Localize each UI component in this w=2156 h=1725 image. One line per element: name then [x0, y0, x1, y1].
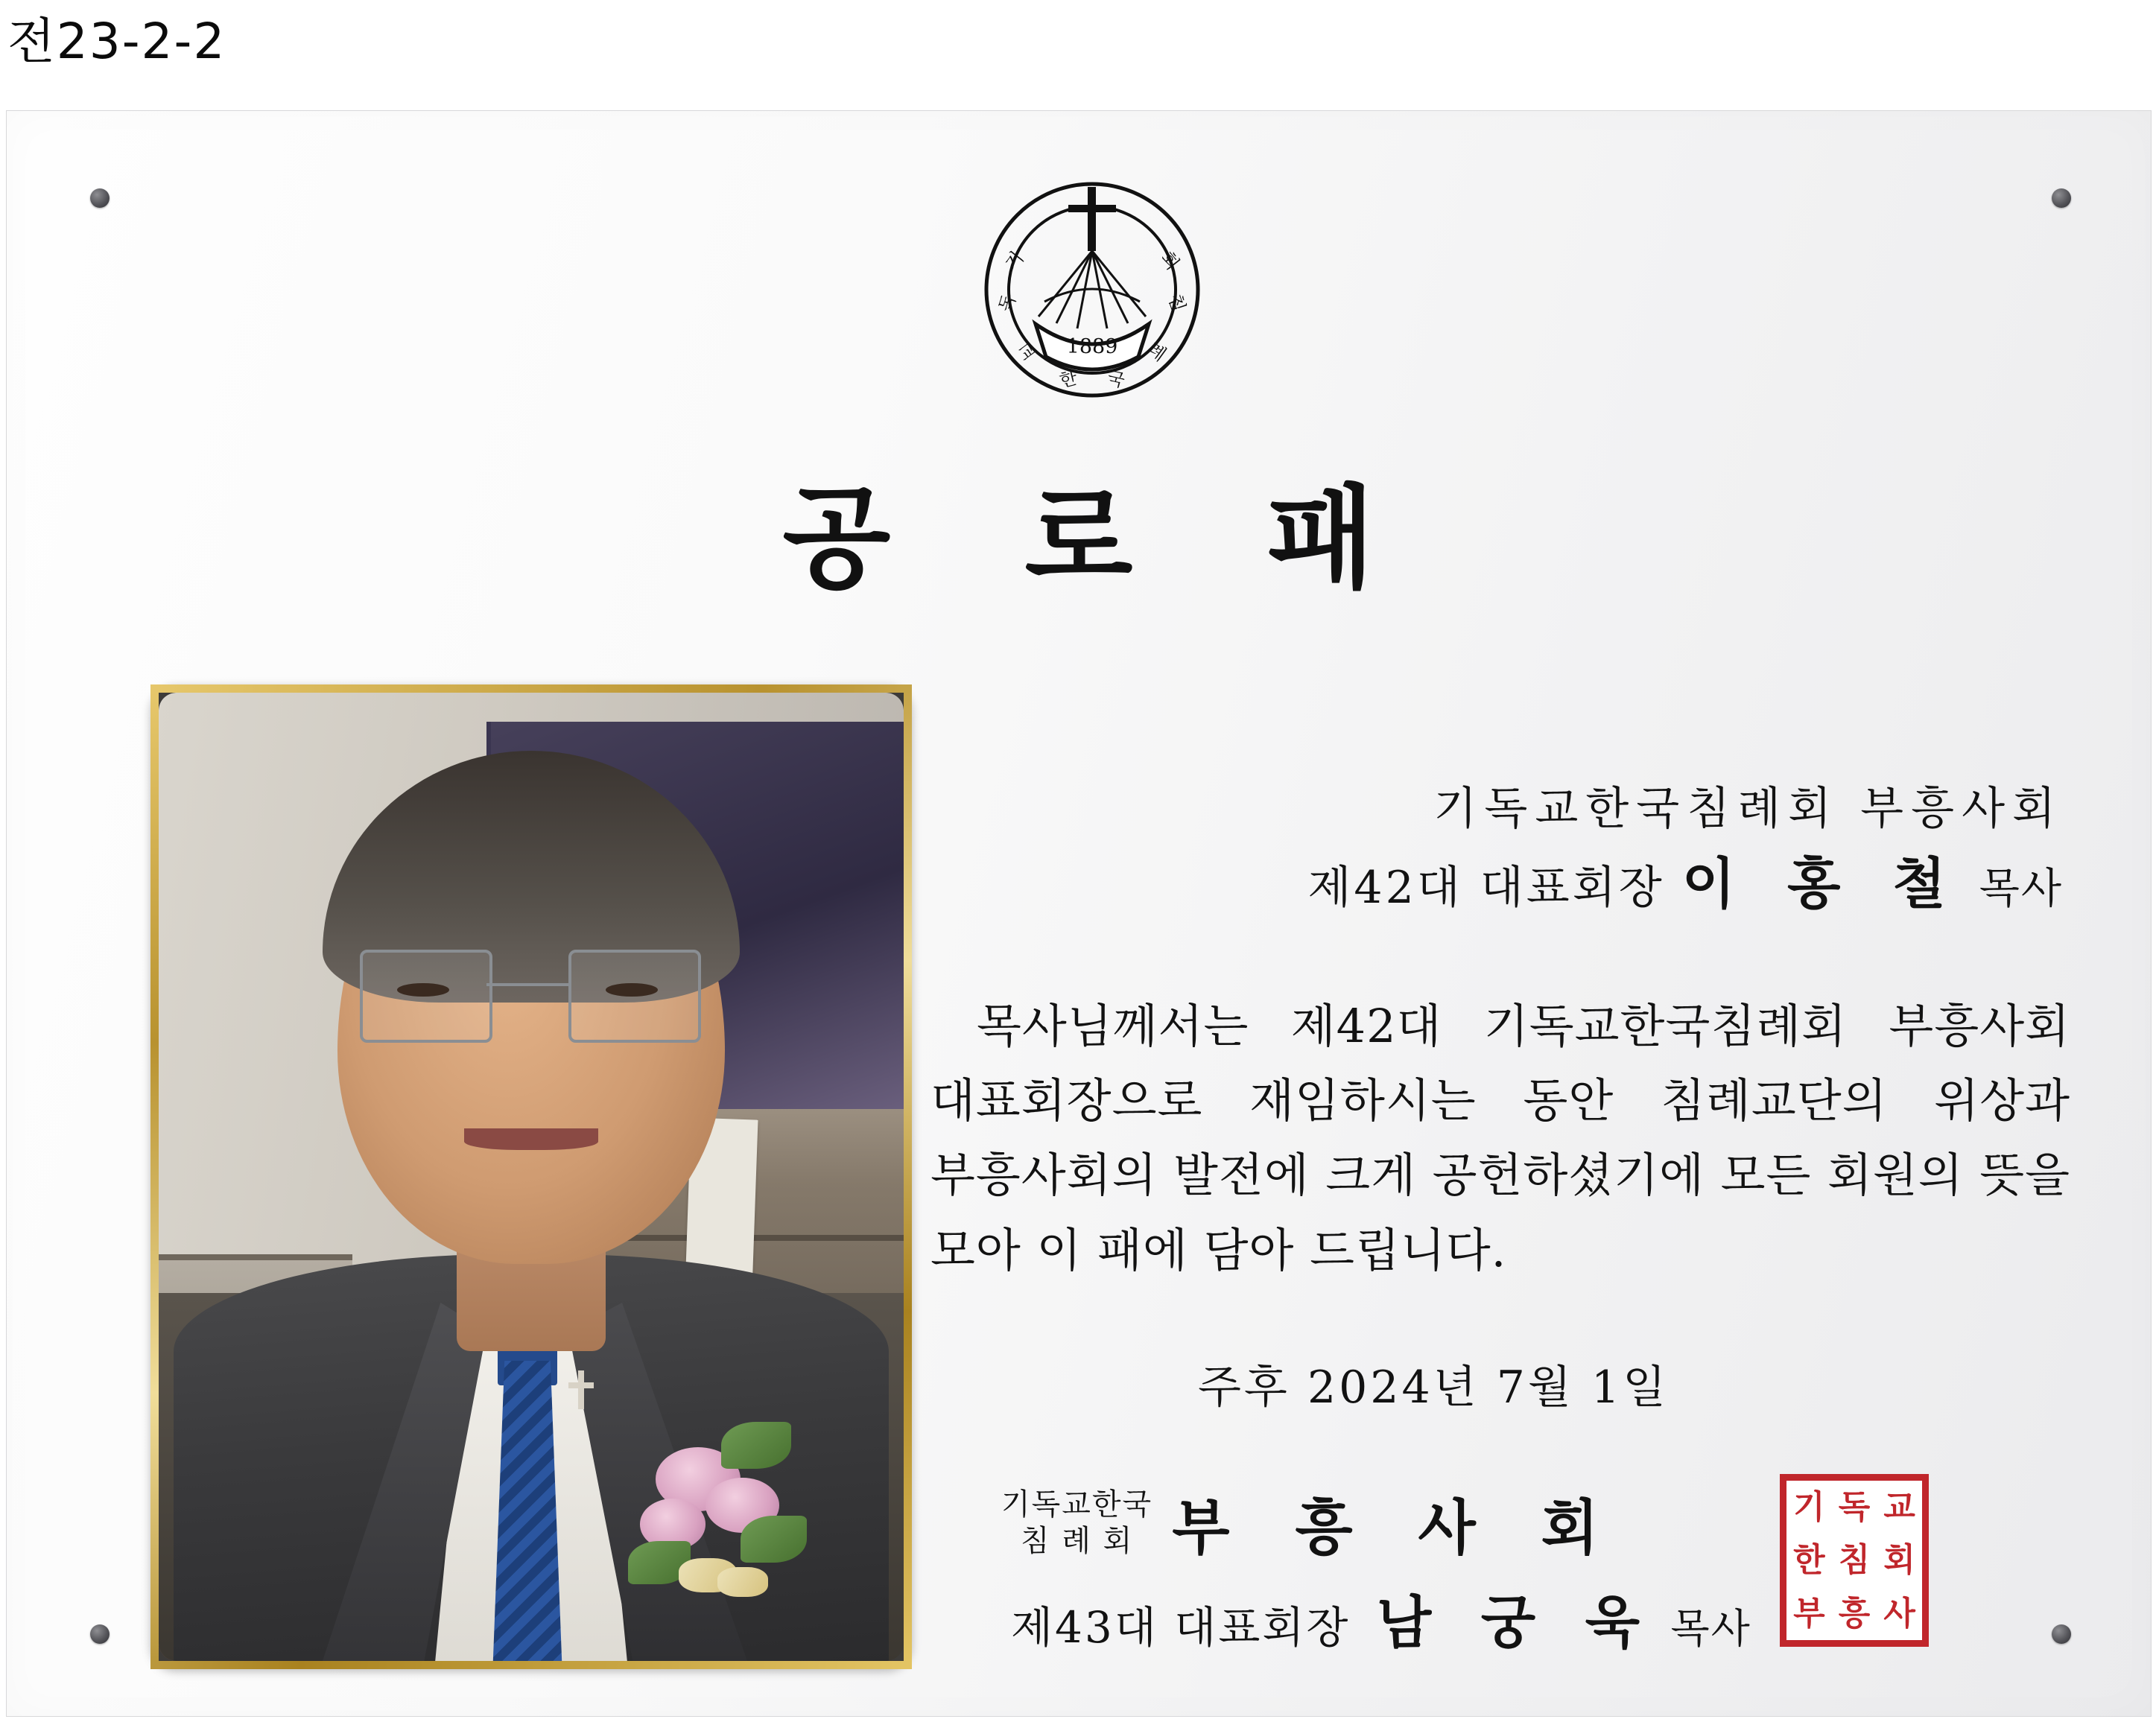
plaque-board — [6, 110, 2152, 1717]
award-date: 주후 2024년 7월 1일 — [1197, 1362, 1670, 1414]
corsage-decoration — [621, 1409, 814, 1622]
issuer-title-suffix: 목사 — [1670, 1605, 1751, 1653]
recipient-heading — [930, 781, 2070, 924]
screw-top-left — [90, 188, 110, 208]
svg-text:기: 기 — [1001, 247, 1028, 274]
issuer-organization-large: 부 흥 사 회 — [1172, 1493, 1621, 1563]
church-emblem-icon — [973, 171, 1211, 409]
svg-text:회: 회 — [1156, 247, 1184, 274]
issuer-org-line2: 침 례 회 — [1020, 1523, 1134, 1558]
cross-lapel-pin-icon — [568, 1370, 594, 1409]
seal-char-8: 사 — [1883, 1594, 1915, 1633]
svg-text:1889: 1889 — [1066, 335, 1118, 358]
svg-text:침: 침 — [1164, 291, 1190, 314]
recipient-title-line — [930, 846, 2063, 924]
seal-char-4: 침 — [1838, 1541, 1871, 1580]
svg-text:한: 한 — [1057, 366, 1079, 392]
seal-char-1: 독 — [1838, 1488, 1871, 1526]
svg-text:독: 독 — [995, 291, 1021, 314]
recipient-photo-image — [159, 693, 904, 1661]
svg-text:례: 례 — [1144, 338, 1170, 366]
recipient-organization: 기독교한국침례회 부흥사회 — [1433, 783, 2063, 835]
recipient-name: 이 홍 철 — [1681, 852, 1962, 916]
citation-text: 목사님께서는 제42대 기독교한국침례회 부흥사회 대표회장으로 재임하시는 동안 침례교단의 위상과 부흥사회의 발전에 크게 공헌하셨기에 모든 회원의 뜻을 모아 이 패에 담아 드립니다. — [930, 998, 2070, 1277]
official-seal-stamp — [1780, 1474, 1929, 1647]
page-title: 공 로 패 — [782, 474, 1423, 604]
issuer-name: 남 궁 욱 — [1376, 1589, 1655, 1656]
screw-bottom-left — [90, 1624, 110, 1644]
citation-block — [930, 781, 2070, 1674]
seal-char-6: 부 — [1793, 1594, 1825, 1633]
issuer-organization-small — [1001, 1487, 1152, 1560]
recipient-position: 제42대 대표회장 — [1307, 862, 1665, 914]
seal-char-3: 한 — [1793, 1541, 1825, 1580]
seal-char-2: 교 — [1883, 1488, 1915, 1526]
screw-top-right — [2052, 188, 2071, 208]
recipient-title-suffix: 목사 — [1979, 865, 2063, 913]
seal-char-7: 흥 — [1838, 1594, 1871, 1633]
issuer-position: 제43대 대표회장 — [1011, 1602, 1351, 1653]
seal-char-5: 회 — [1883, 1541, 1915, 1580]
recipient-photo — [150, 684, 912, 1669]
signature-block — [930, 1480, 2070, 1674]
svg-text:교: 교 — [1014, 338, 1041, 366]
svg-text:국: 국 — [1105, 366, 1127, 392]
document-reference-code: 전23-2-2 — [7, 13, 226, 70]
issuer-org-line1: 기독교한국 — [1001, 1487, 1153, 1522]
seal-char-0: 기 — [1793, 1488, 1825, 1526]
